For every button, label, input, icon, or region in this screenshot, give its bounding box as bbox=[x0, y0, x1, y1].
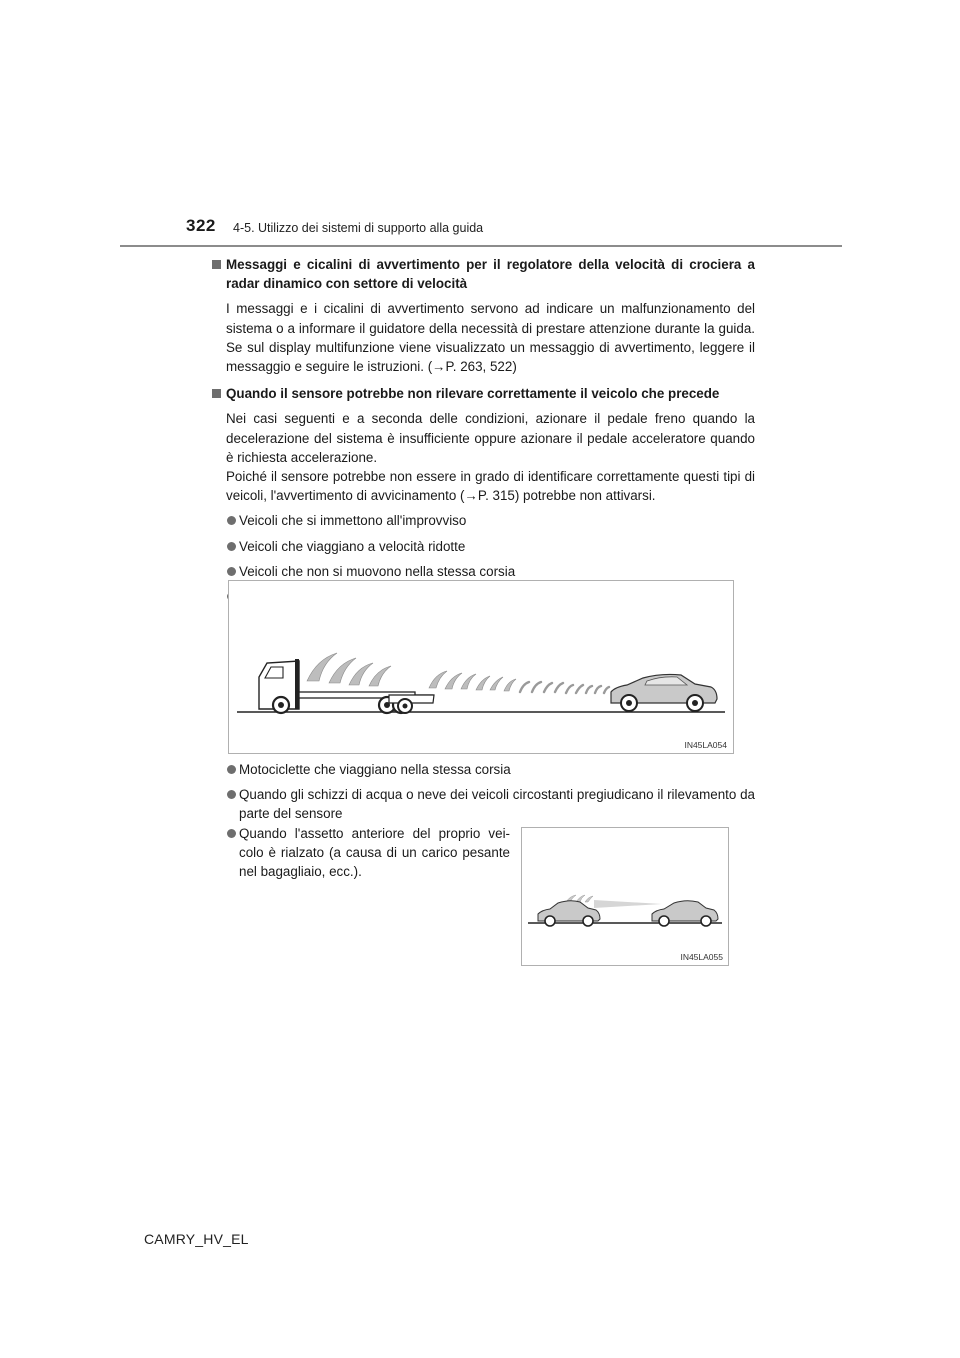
header-divider bbox=[120, 245, 842, 247]
main-content bbox=[210, 255, 755, 612]
paragraph: I messaggi e i cicalini di avvertimento servono ad indicare un malfunzionamento del sistema o a informare il guidatore della necessità di prestare attenzione durante la guida. Se sul display multifunzione viene visualizzato un messaggio di avvertimento, leggere il messaggio e seguire le istruzioni. (→P. 263, 522) bbox=[226, 301, 755, 375]
section-heading-text: Quando il sensore potrebbe non rilevare correttamente il veicolo che precede bbox=[226, 386, 720, 402]
page-number: 322 bbox=[186, 216, 216, 235]
circle-bullet-icon bbox=[227, 542, 236, 551]
list-item bbox=[210, 562, 755, 581]
two-cars-illustration bbox=[522, 828, 728, 965]
section-heading-warnings bbox=[210, 255, 755, 293]
list-item bbox=[210, 760, 755, 779]
list-item-text: Quando l'assetto anteriore del proprio vei-colo è rialzato (a causa di un carico pesante nel bagagliaio, ecc.). bbox=[239, 826, 510, 880]
paragraph: Nei casi seguenti e a seconda delle condizioni, azionare il pedale freno quando la decelerazione del sistema è insufficiente oppure azionare il pedale acceleratore quando è richiesta accelerazione. bbox=[226, 411, 755, 465]
figure-truck-trailer bbox=[228, 580, 734, 754]
circle-bullet-icon bbox=[227, 790, 236, 799]
list-item bbox=[210, 824, 510, 888]
list-item-text: Motociclette che viaggiano nella stessa corsia bbox=[239, 762, 511, 777]
section-body bbox=[210, 299, 755, 376]
list-item-text: Veicoli che non si muovono nella stessa corsia bbox=[239, 563, 516, 579]
list-item bbox=[210, 511, 755, 530]
chapter-title: 4-5. Utilizzo dei sistemi di supporto alla guida bbox=[233, 221, 484, 235]
circle-bullet-icon bbox=[227, 765, 236, 774]
list-item bbox=[210, 537, 755, 556]
truck-trailer-illustration bbox=[229, 581, 733, 753]
square-bullet-icon bbox=[212, 260, 221, 269]
square-bullet-icon bbox=[212, 389, 221, 398]
bullets-after-figure bbox=[210, 760, 755, 830]
paragraph: Poiché il sensore potrebbe non essere in grado di identificare correttamente questi tipi di veicoli, l'avvertimento di avvicinamento (→P. 315) potrebbe non attivarsi. bbox=[226, 469, 755, 504]
circle-bullet-icon bbox=[227, 829, 236, 838]
section-heading-text: Messaggi e cicalini di avvertimento per il regolatore della velocità di crociera a radar dinamico con settore di velocità bbox=[226, 257, 755, 292]
list-item-text: Veicoli che viaggiano a velocità ridotte bbox=[239, 538, 466, 554]
figure-two-cars bbox=[521, 827, 729, 966]
section-body bbox=[210, 409, 755, 505]
list-item bbox=[210, 785, 755, 823]
list-item-text: Veicoli che si immettono all'improvviso bbox=[239, 513, 467, 529]
figure-code: IN45LA055 bbox=[680, 952, 723, 962]
list-item-text: Quando gli schizzi di acqua o neve dei veicoli circostanti pregiudicano il rilevamento da parte del sensore bbox=[239, 787, 755, 822]
list-item-inner bbox=[210, 824, 510, 882]
footer-model-code: CAMRY_HV_EL bbox=[144, 1231, 249, 1247]
figure-code: IN45LA054 bbox=[684, 740, 727, 750]
section-heading-sensor bbox=[210, 384, 755, 403]
circle-bullet-icon bbox=[227, 516, 236, 525]
circle-bullet-icon bbox=[227, 567, 236, 576]
